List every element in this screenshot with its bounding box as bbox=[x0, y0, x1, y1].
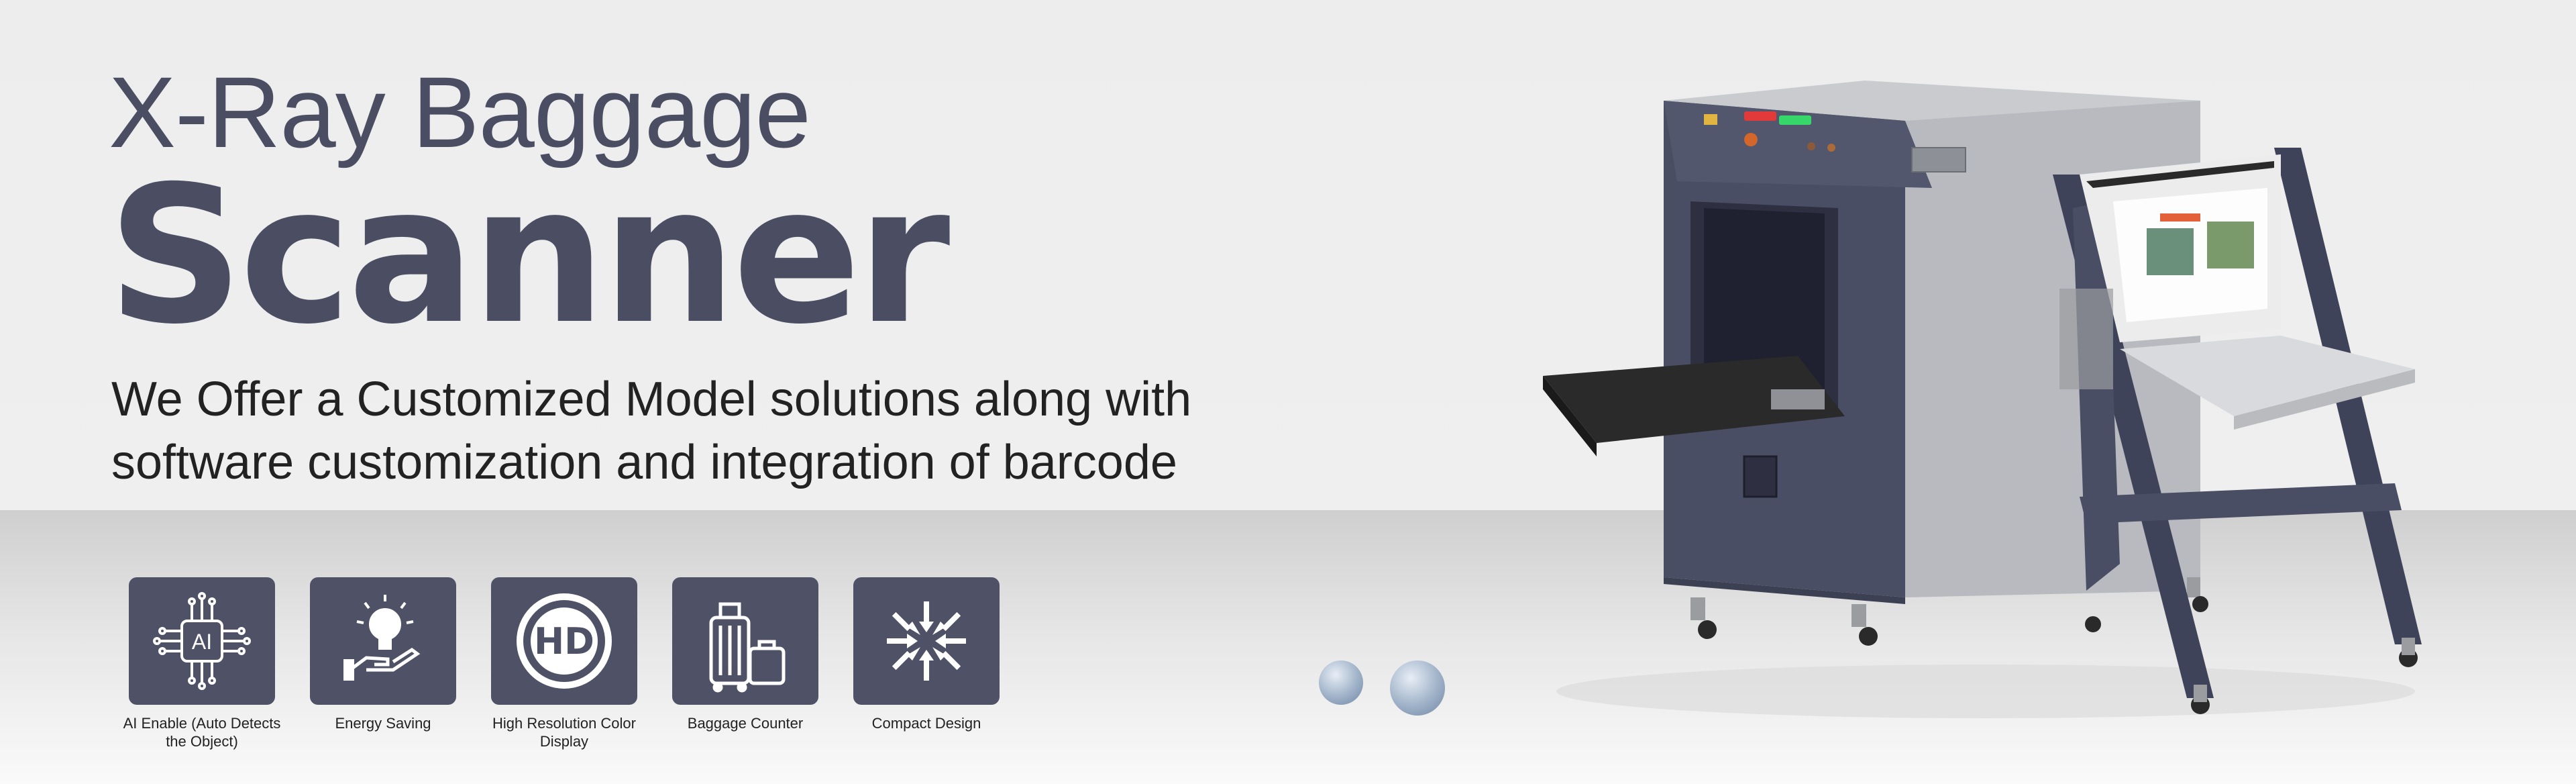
ai-chip-icon bbox=[129, 577, 275, 705]
title-line-2: Scanner bbox=[107, 145, 947, 366]
feature-compact bbox=[836, 577, 1017, 750]
status-light-green bbox=[1779, 115, 1811, 125]
luggage-icon bbox=[672, 577, 818, 705]
ai-icon-text: AI bbox=[191, 630, 213, 654]
feature-label-hd: High Resolution Color Display bbox=[492, 715, 636, 750]
xray-scanner-image bbox=[1529, 67, 2442, 738]
feature-ai bbox=[111, 577, 292, 750]
feature-label-energy: Energy Saving bbox=[335, 715, 431, 732]
feature-label-baggage: Baggage Counter bbox=[687, 715, 804, 732]
hd-icon bbox=[491, 577, 637, 705]
lightbulb-hand-icon bbox=[310, 577, 456, 705]
decorative-sphere-small bbox=[1319, 660, 1363, 705]
decorative-sphere-large bbox=[1390, 660, 1445, 716]
feature-baggage bbox=[655, 577, 836, 750]
status-light-red bbox=[1744, 111, 1776, 121]
compact-arrows-icon bbox=[853, 577, 1000, 705]
hd-icon-text: HD bbox=[533, 620, 595, 663]
subtitle-line-2: software customization and integration of barcode bbox=[111, 436, 1177, 489]
feature-hd bbox=[474, 577, 655, 750]
feature-label-compact: Compact Design bbox=[871, 715, 981, 732]
subtitle-line-1: We Offer a Customized Model solutions along with bbox=[111, 373, 1192, 426]
subtitle bbox=[111, 368, 1191, 494]
feature-label-ai: AI Enable (Auto Detects the Object) bbox=[123, 715, 281, 750]
feature-list bbox=[111, 577, 1017, 750]
feature-energy bbox=[292, 577, 474, 750]
title-line-1: X-Ray Baggage bbox=[109, 56, 811, 168]
